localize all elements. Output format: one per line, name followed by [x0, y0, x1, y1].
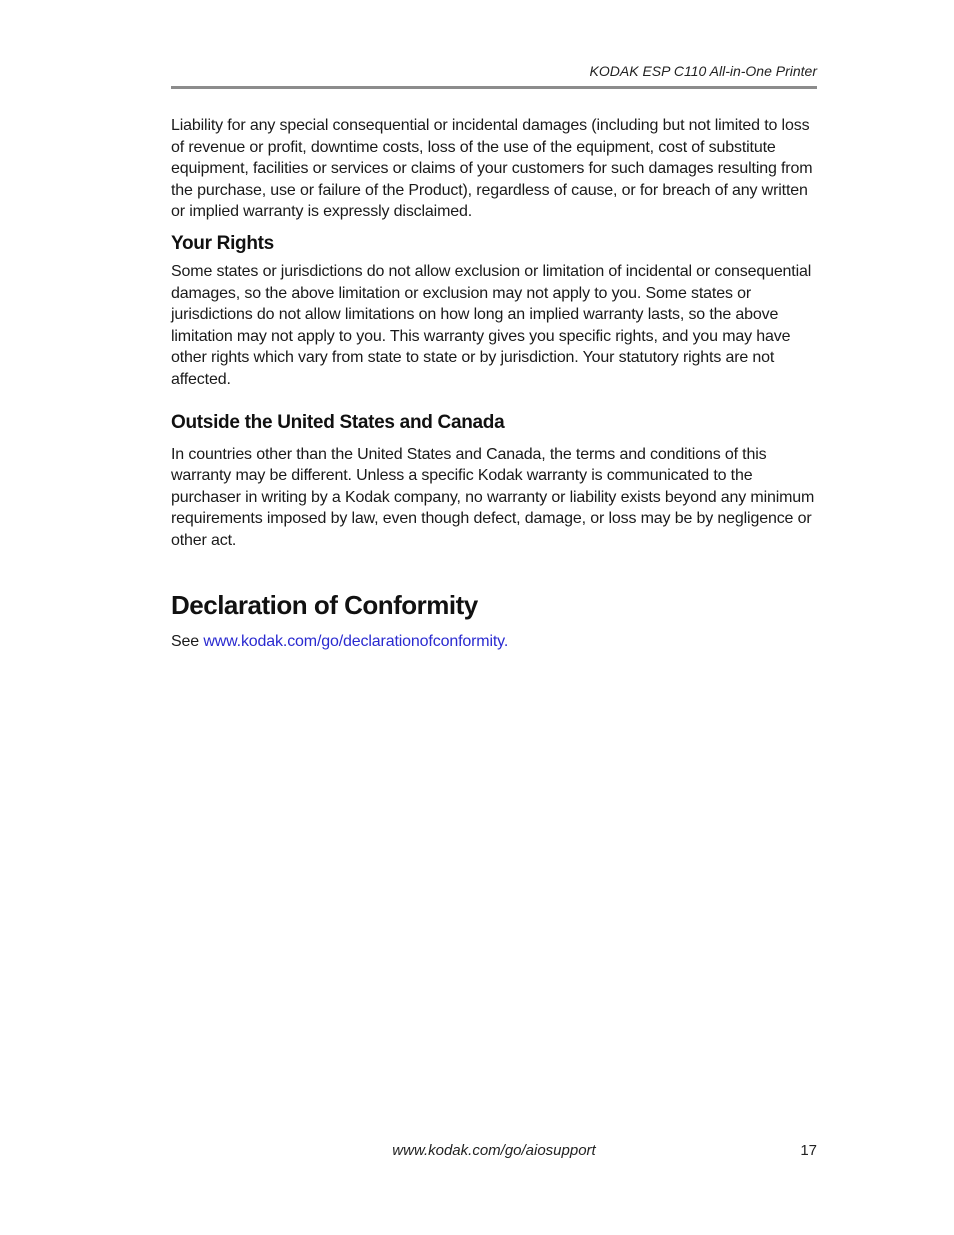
page-number: 17: [800, 1142, 817, 1159]
header-rule: [171, 86, 817, 89]
declaration-see-text: See: [171, 632, 204, 650]
declaration-paragraph: [171, 631, 817, 653]
declaration-heading: Declaration of Conformity: [171, 589, 478, 620]
your-rights-heading: Your Rights: [171, 232, 274, 254]
outside-us-heading: Outside the United States and Canada: [171, 411, 505, 433]
outside-us-paragraph: In countries other than the United States and Canada, the terms and conditions of this warranty may be different. Unless a specific Kodak warranty is communicated to the purchaser in writing by a Kodak company, no warranty or liability exists beyond any minimum requirements imposed by law, even though defect, damage, or loss may be by negligence or other act.: [171, 445, 815, 549]
intro-paragraph: Liability for any special consequential or incidental damages (including but not limited to loss of revenue or profit, downtime costs, loss of the use of the equipment, cost of substitute equipment, facilities or services or claims of your customers for such damages resulting from the purchase, use or failure of the Product), regardless of cause, or for breach of any written or implied warranty is expressly disclaimed.: [171, 117, 813, 221]
declaration-of-conformity-link[interactable]: www.kodak.com/go/declarationofconformity.: [203, 632, 509, 650]
your-rights-paragraph: Some states or jurisdictions do not allow exclusion or limitation of incidental or consequential damages, so the above limitation or exclusion may not apply to you. Some states or jurisdictions do not allow limitations on how long an implied warranty lasts, so the above limitation may not apply to you. This warranty gives you specific rights, and you may have other rights which vary from state to state or by jurisdiction. Your statutory rights are not affected.: [171, 262, 812, 388]
running-header-title: KODAK ESP C110 All-in-One Printer: [589, 63, 817, 79]
footer-url: www.kodak.com/go/aiosupport: [392, 1142, 596, 1159]
page-content: [171, 115, 817, 652]
